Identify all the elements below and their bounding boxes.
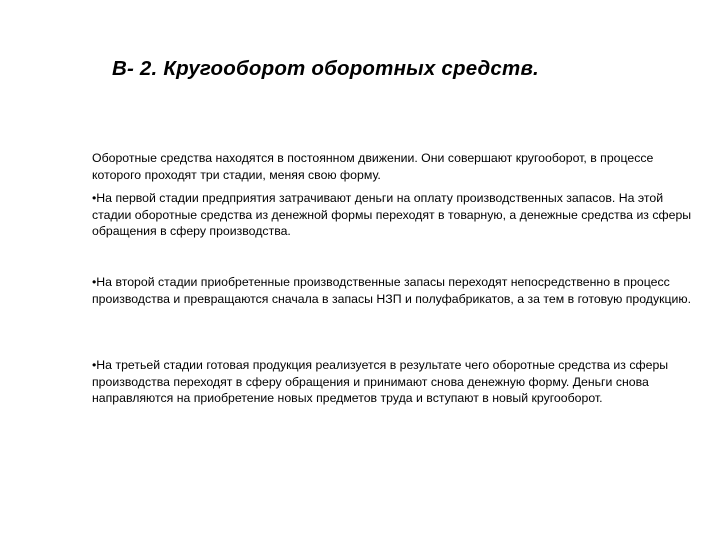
slide-title: В- 2. Кругооборот оборотных средств. bbox=[112, 57, 539, 80]
stage-1-paragraph: •На первой стадии предприятия затрачивают деньги на оплату производственных запасов. На этой стадии оборотные средства из денежной формы переходят в товарную, а денежные средства из сферы обращения в сферу производства. bbox=[92, 191, 692, 239]
intro-paragraph: Оборотные средства находятся в постоянном движении. Они совершают кругооборот, в процессе которого проходят три стадии, меняя свою форму. bbox=[92, 151, 654, 182]
stage-3-paragraph: •На третьей стадии готовая продукция реализуется в результате чего оборотные средства из сферы производства переходят в сферу обращения и принимают снова денежную форму. Деньги снова направляются на приобретение новых предметов труда и вступают в новый кругооборот. bbox=[92, 358, 669, 406]
stage-2-paragraph: •На второй стадии приобретенные производственные запасы переходят непосредственно в процесс производства и превращаются сначала в запасы НЗП и полуфабрикатов, а за тем в готовую продукцию. bbox=[92, 275, 692, 306]
